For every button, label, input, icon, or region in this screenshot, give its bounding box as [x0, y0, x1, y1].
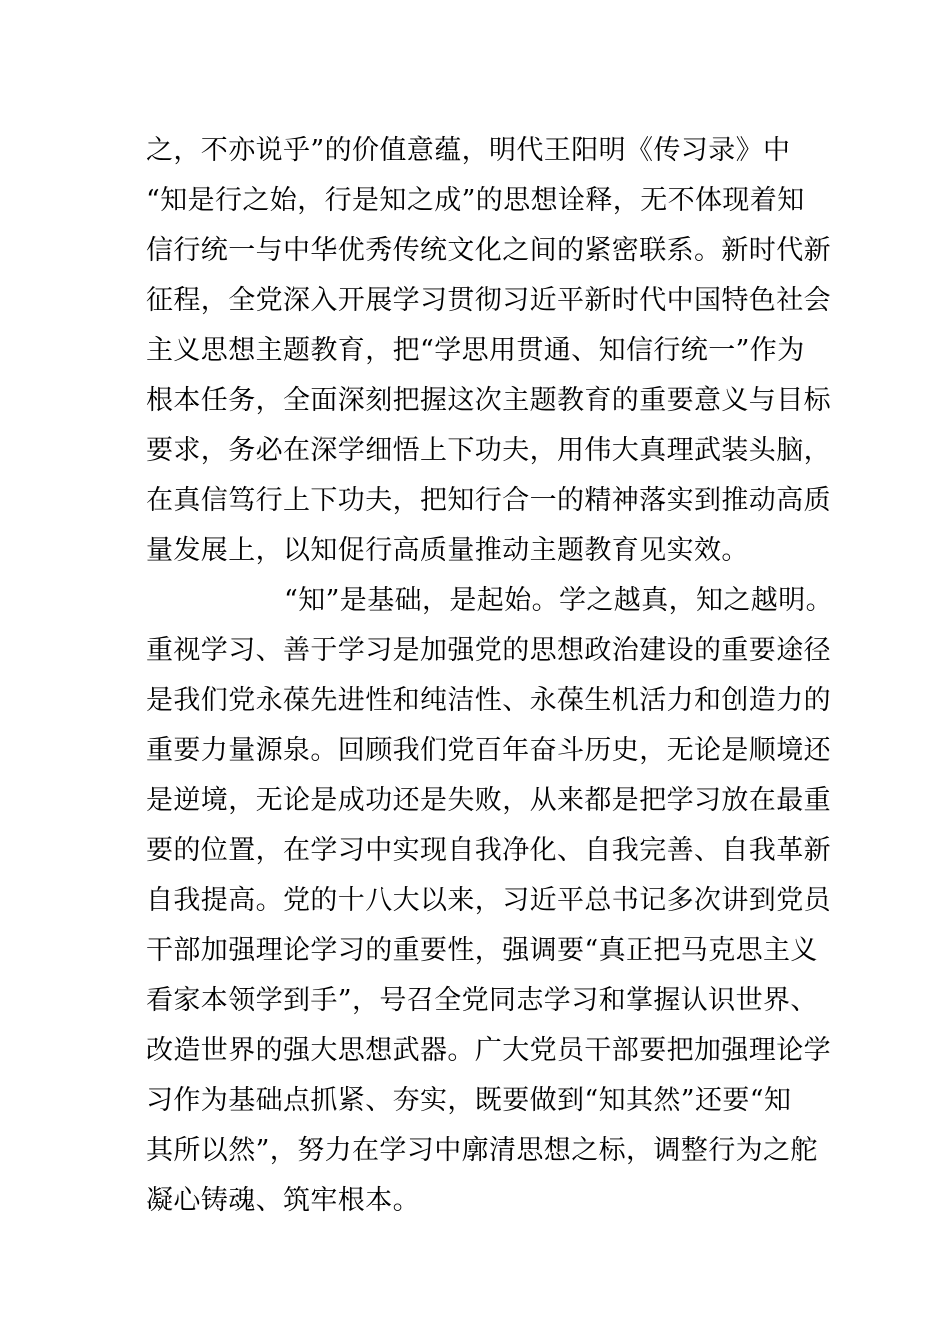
paragraph-1-line-8: 在真信笃行上下功夫，把知行合一的精神落实到推动高质: [146, 485, 831, 516]
paragraph-1-line-2: “知是行之始，行是知之成”的思想诠释，无不体现着知: [146, 185, 805, 216]
paragraph-1-line-9: 量发展上，以知促行高质量推动主题教育见实效。: [146, 535, 749, 566]
paragraph-2-line-8: 干部加强理论学习的重要性，强调要“真正把马克思主义: [146, 935, 818, 966]
paragraph-1-line-3: 信行统一与中华优秀传统文化之间的紧密联系。新时代新: [146, 235, 831, 266]
paragraph-2-line-1: “知”是基础，是起始。学之越真，知之越明。: [284, 585, 834, 616]
paragraph-1-line-5: 主义思想主题教育，把“学思用贯通、知信行统一”作为: [146, 335, 805, 366]
paragraph-2-line-2: 重视学习、善于学习是加强党的思想政治建设的重要途径: [146, 635, 831, 666]
paragraph-2-line-12: 其所以然”，努力在学习中廓清思想之标，调整行为之舵: [146, 1135, 818, 1166]
paragraph-2-line-13: 凝心铸魂、筑牢根本。: [146, 1185, 420, 1216]
paragraph-1-line-7: 要求，务必在深学细悟上下功夫，用伟大真理武装头脑，: [146, 435, 831, 466]
paragraph-1-line-6: 根本任务，全面深刻把握这次主题教育的重要意义与目标: [146, 385, 831, 416]
paragraph-2-line-7: 自我提高。党的十八大以来，习近平总书记多次讲到党员: [146, 885, 831, 916]
paragraph-2-line-11: 习作为基础点抓紧、夯实，既要做到“知其然”还要“知: [146, 1085, 792, 1116]
paragraph-1-line-1: 之，不亦说乎”的价值意蕴，明代王阳明《传习录》中: [146, 135, 791, 166]
paragraph-2-line-3: 是我们党永葆先进性和纯洁性、永葆生机活力和创造力的: [146, 685, 831, 716]
paragraph-2-line-9: 看家本领学到手”，号召全党同志学习和掌握认识世界、: [146, 985, 818, 1016]
paragraph-1-line-4: 征程，全党深入开展学习贯彻习近平新时代中国特色社会: [146, 285, 831, 316]
paragraph-2-line-10: 改造世界的强大思想武器。广大党员干部要把加强理论学: [146, 1035, 831, 1066]
paragraph-2-line-6: 要的位置，在学习中实现自我净化、自我完善、自我革新: [146, 835, 831, 866]
paragraph-2-line-4: 重要力量源泉。回顾我们党百年奋斗历史，无论是顺境还: [146, 735, 831, 766]
paragraph-2-line-5: 是逆境，无论是成功还是失败，从来都是把学习放在最重: [146, 785, 831, 816]
